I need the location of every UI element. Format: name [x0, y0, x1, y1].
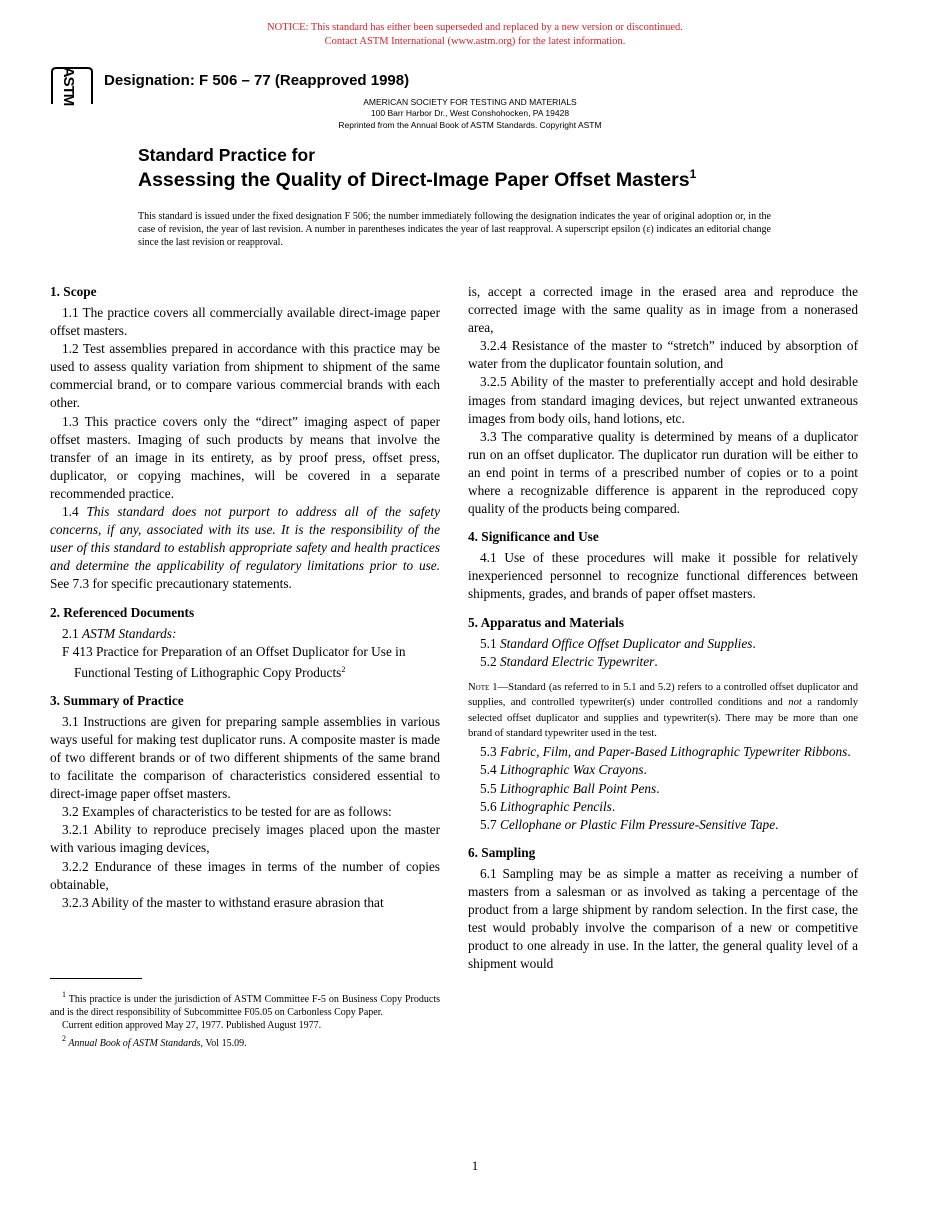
para-3-2-3: 3.2.3 Ability of the master to withstand erasure abrasion that	[62, 894, 384, 910]
title-line-2: Assessing the Quality of Direct-Image Paper Offset Masters$^1$	[138, 167, 697, 191]
footnote-rule	[50, 978, 142, 979]
section-3-heading: 3. Summary of Practice	[50, 692, 184, 708]
society-line-2: 100 Barr Harbor Dr., West Conshohocken, PA 19428	[370, 108, 570, 118]
para-5-7: 5.7 Cellophane or Plastic Film Pressure-Sensitive Tape.	[480, 816, 779, 832]
para-3-3: 3.3 The comparative quality is determined by means of a duplicator run on an offset duplicator. The duplicator run duration will be either to an end point in terms of a prescribed number of copies or to a point where a recognizable difference is apparent in the reproduced copy quality of the products being compared.	[468, 428, 858, 517]
para-1-4: 1.4 This standard does not purport to address all of the safety concerns, if any, associated with its use. It is the responsibility of the user of this standard to establish appropriate safety and health practices and determine the applicability of regulatory limitations prior to use. See 7.3 for specific precautionary statements.	[50, 504, 440, 592]
para-3-2-2: 3.2.2 Endurance of these images in terms of the number of copies obtainable,	[50, 858, 440, 892]
para-5-6: 5.6 Lithographic Pencils.	[480, 798, 616, 814]
para-5-3: 5.3 Fabric, Film, and Paper-Based Lithographic Typewriter Ribbons.	[480, 744, 851, 760]
title-footnote-mark: 1	[689, 167, 697, 181]
para-6-1: 6.1 Sampling may be as simple a matter as receiving a number of masters from a salesman or as involved as taking a percentage of the product from a large shipment by random selection. In the first case, the test would probably involve the comparison of a new or competitive product to one already in use. In the latter, the general quality level of a shipment would	[468, 865, 858, 972]
section-2-heading: 2. Referenced Documents	[50, 604, 195, 620]
page-number: 1	[471, 1158, 479, 1173]
para-3-2-5: 3.2.5 Ability of the master to preferentially accept and hold desirable images from standard imaging devices, but reject unwanted extraneous images from body oils, hand lotions, etc.	[468, 374, 858, 426]
notice-line-2: Contact ASTM International (www.astm.org) for the latest information.	[324, 36, 626, 47]
para-2-1: 2.1 ASTM Standards:	[62, 625, 177, 641]
footnotes	[50, 988, 440, 1050]
astm-logo	[48, 64, 96, 108]
astm-logo-text: ASTM	[60, 66, 77, 106]
title-line-1: Standard Practice for	[138, 145, 315, 165]
para-5-1: 5.1 Standard Office Offset Duplicator and Supplies.	[480, 635, 756, 651]
para-3-2-4: 3.2.4 Resistance of the master to “stretch” induced by absorption of water from the duplicator fountain solution, and	[468, 338, 858, 372]
para-3-2-3-cont: is, accept a corrected image in the erased area and reproduce the corrected image with the same quality as in image from a nonerased area,	[468, 284, 858, 336]
para-3-2-1: 3.2.1 Ability to reproduce precisely images placed upon the master with various imaging devices,	[50, 822, 440, 856]
para-4-1: 4.1 Use of these procedures will make it possible for relatively inexperienced personnel to recognize functional differences between shipments, grades, and brands of paper offset masters.	[468, 550, 858, 602]
notice-line-1: NOTICE: This standard has either been superseded and replaced by a new version or discontinued.	[267, 22, 683, 33]
right-column	[468, 283, 858, 973]
para-1-2: 1.2 Test assemblies prepared in accordance with this practice may be used to assess quality variation from shipment to shipment of the same commercial brand, or to compare various commercial brands with each other.	[50, 341, 440, 411]
reference-f413: F 413 Practice for Preparation of an Offset Duplicator for Use in Functional Testing of Lithographic Copy Products$^2$	[62, 643, 406, 680]
section-6-heading: 6. Sampling	[468, 844, 536, 860]
section-4-heading: 4. Significance and Use	[468, 529, 599, 545]
para-1-1: 1.1 The practice covers all commercially available direct-image paper offset masters.	[50, 305, 440, 339]
left-column	[50, 283, 440, 912]
para-3-1: 3.1 Instructions are given for preparing sample assemblies in various ways useful for making test duplicator runs. A composite master is made of two different brands or of two different shipments of the same brand to facilitate the comparison of characteristics considered essential to direct-image paper offset masters.	[50, 713, 440, 802]
para-5-5: 5.5 Lithographic Ball Point Pens.	[480, 780, 660, 796]
society-line-1: AMERICAN SOCIETY FOR TESTING AND MATERIALS	[363, 97, 577, 107]
society-line-3: Reprinted from the Annual Book of ASTM Standards. Copyright ASTM	[338, 120, 602, 130]
section-5-heading: 5. Apparatus and Materials	[468, 614, 624, 630]
footnote-1: $^1$ This practice is under the jurisdiction of ASTM Committee F-5 on Business Copy Products and is the direct responsibility of Subcommittee F05.05 on Carbonless Copy Paper.	[50, 990, 440, 1018]
note-1: Note 1—Standard (as referred to in 5.1 and 5.2) refers to a controlled offset duplicator and supplies, and controlled typewriter(s) under controlled conditions and not a randomly selected offset duplicator and supplies and typewriter(s). There may be more than one brand of standard typewriter used in the test.	[468, 681, 858, 739]
para-3-2: 3.2 Examples of characteristics to be tested for are as follows:	[62, 804, 392, 820]
para-5-4: 5.4 Lithographic Wax Crayons.	[480, 762, 647, 778]
issued-statement: This standard is issued under the fixed designation F 506; the number immediately following the designation indicates the year of original adoption or, in the case of revision, the year of last revision. A number in parentheses indicates the year of last reapproval. A superscript epsilon (ε) indicates an editorial change since the last revision or reapproval.	[138, 211, 771, 248]
para-5-2: 5.2 Standard Electric Typewriter.	[480, 653, 658, 669]
footnote-1-edition: Current edition approved May 27, 1977. Published August 1977.	[62, 1020, 322, 1031]
footnote-2: $^2$ Annual Book of ASTM Standards, Vol 15.09.	[62, 1034, 247, 1049]
section-1-heading: 1. Scope	[50, 284, 97, 299]
designation: Designation: F 506 – 77 (Reapproved 1998)	[104, 72, 410, 89]
para-1-3: 1.3 This practice covers only the “direct” imaging aspect of paper offset masters. Imaging of such products by means that involve the transfer of an image in its entirety, as by proof press, offset press, duplicator, or copying machines, will be covered in a separate recommended practice.	[50, 413, 440, 501]
